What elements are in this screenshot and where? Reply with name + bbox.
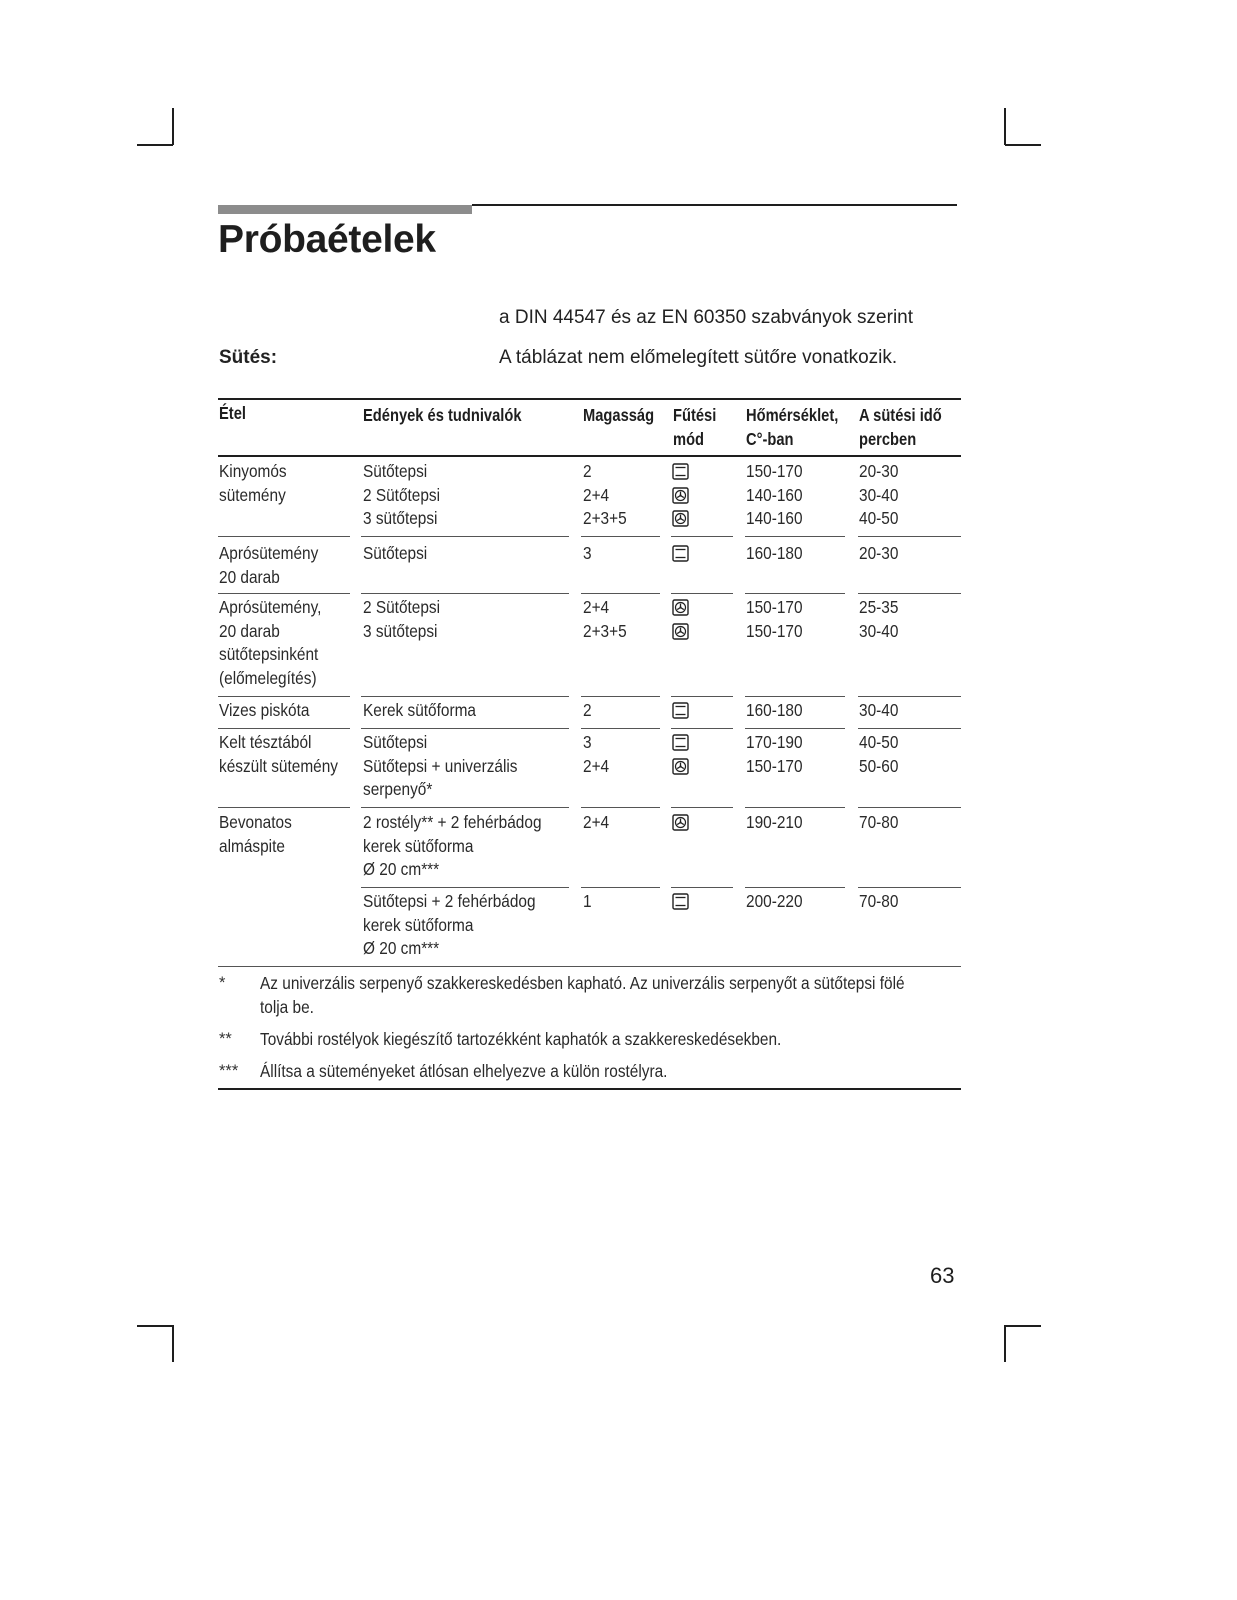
- cell-heights: 1: [583, 891, 592, 911]
- cell-vessels: 3 sütőtepsi: [363, 508, 438, 528]
- row-separator: [671, 536, 733, 537]
- top-bottom-heat-icon: [672, 702, 689, 719]
- crop-mark-top-right-v: [1004, 108, 1006, 145]
- row-separator: [858, 887, 961, 888]
- cell-vessels: Kerek sütőforma: [363, 700, 476, 720]
- cell-vessels: Sütőtepsi: [363, 543, 428, 563]
- cell-vessels: Sütőtepsi + univerzális: [363, 755, 518, 776]
- cell-temps: 160-180: [746, 700, 803, 720]
- hot-air-fan-icon: [672, 758, 689, 775]
- row-separator: [581, 887, 660, 888]
- cell-heating-mode: [672, 814, 689, 836]
- row-separator: [745, 536, 845, 537]
- cell-heating-mode: [672, 599, 689, 621]
- cell-temps: 200-220: [746, 891, 803, 911]
- cell-food: Vizes piskóta: [219, 700, 310, 720]
- cell-food: Aprósütemény,: [219, 597, 322, 617]
- page-number: 63: [930, 1263, 955, 1288]
- row-separator: [581, 593, 660, 594]
- footnote-text: Az univerzális serpenyő szakkereskedésben kapható. Az univerzális serpenyőt a sütőtepsi fölé tolja be.: [260, 973, 905, 1017]
- cell-vessels: Ø 20 cm***: [363, 859, 440, 879]
- cell-vessels: kerek sütőforma: [363, 914, 474, 935]
- row-separator: [361, 696, 569, 697]
- cell-food: Kelt tésztából: [219, 732, 312, 752]
- row-separator: [745, 593, 845, 594]
- crop-mark-bottom-left-v: [172, 1325, 174, 1362]
- crop-mark-bottom-left-h: [137, 1325, 173, 1327]
- footnote-mark: ***: [219, 1062, 239, 1080]
- cell-vessels: Sütőtepsi: [363, 461, 428, 481]
- header-temp-line2: C°-ban: [746, 429, 794, 449]
- row-separator: [858, 536, 961, 537]
- cell-times: 20-30: [859, 543, 899, 563]
- row-separator: [361, 728, 569, 729]
- cell-temps: 150-170: [746, 461, 803, 481]
- row-separator: [858, 807, 961, 808]
- crop-mark-top-left-h: [137, 144, 173, 146]
- cell-food: 20 darab: [219, 566, 280, 587]
- cell-times: 20-30: [859, 461, 899, 481]
- cell-temps: 150-170: [746, 620, 803, 641]
- title-accent-bar: [218, 205, 472, 214]
- crop-mark-top-right-h: [1005, 144, 1041, 146]
- cell-food: Bevonatos: [219, 812, 292, 832]
- table-bottom-rule: [218, 966, 961, 967]
- cell-times: 30-40: [859, 620, 899, 641]
- cell-heights: 3: [583, 543, 592, 563]
- row-separator: [361, 807, 569, 808]
- row-separator: [218, 536, 350, 537]
- cell-heights: 2+4: [583, 812, 610, 832]
- top-bottom-heat-icon: [672, 893, 689, 910]
- header-time-line2: percben: [859, 429, 917, 449]
- cell-temps: 170-190: [746, 732, 803, 752]
- cell-food: (előmelegítés): [219, 667, 317, 688]
- cell-heights: 2: [583, 700, 592, 720]
- title-rule: [472, 204, 957, 206]
- row-separator: [671, 807, 733, 808]
- cell-temps: 140-160: [746, 484, 803, 505]
- cell-times: 25-35: [859, 597, 899, 617]
- row-separator: [218, 696, 350, 697]
- cell-temps: 160-180: [746, 543, 803, 563]
- row-separator: [858, 728, 961, 729]
- row-separator: [361, 536, 569, 537]
- header-heating-line1: Fűtési: [673, 405, 717, 425]
- cell-vessels: 2 Sütőtepsi: [363, 484, 441, 505]
- cell-food: sütőtepsinként: [219, 644, 319, 664]
- row-separator: [745, 807, 845, 808]
- row-separator: [581, 696, 660, 697]
- row-separator: [218, 807, 350, 808]
- cell-food: sütemény: [219, 484, 286, 505]
- top-bottom-heat-icon: [672, 545, 689, 562]
- section-label: Sütés:: [219, 347, 278, 368]
- cell-vessels: Ø 20 cm***: [363, 938, 440, 958]
- header-bottom-rule: [218, 455, 961, 457]
- crop-mark-bottom-right-h: [1005, 1325, 1041, 1327]
- cell-heating-mode: [672, 545, 689, 567]
- cell-times: 50-60: [859, 755, 899, 776]
- cell-heating-mode: [672, 487, 689, 509]
- row-separator: [858, 593, 961, 594]
- top-bottom-heat-icon: [672, 463, 689, 480]
- cell-times: 70-80: [859, 891, 899, 911]
- cell-heating-mode: [672, 702, 689, 724]
- cell-food: készült sütemény: [219, 755, 338, 776]
- header-height: Magasság: [583, 405, 655, 425]
- cell-vessels: Sütőtepsi + 2 fehérbádog: [363, 891, 536, 911]
- cell-heating-mode: [672, 510, 689, 532]
- header-vessels: Edények és tudnivalók: [363, 405, 522, 425]
- hot-air-fan-icon: [672, 510, 689, 527]
- row-separator: [745, 728, 845, 729]
- cell-food: Aprósütemény: [219, 543, 319, 563]
- cell-vessels: 2 Sütőtepsi: [363, 597, 441, 617]
- cell-times: 70-80: [859, 812, 899, 832]
- cell-heating-mode: [672, 623, 689, 645]
- table-top-rule: [218, 398, 961, 400]
- footnote-mark: *: [219, 974, 226, 992]
- cell-times: 40-50: [859, 508, 899, 528]
- cell-temps: 190-210: [746, 812, 803, 832]
- cell-heights: 2+4: [583, 597, 610, 617]
- top-bottom-heat-icon: [672, 734, 689, 751]
- norm-reference: a DIN 44547 és az EN 60350 szabványok szerint: [499, 307, 914, 328]
- footnote-text: Állítsa a süteményeket átlósan elhelyezve a külön rostélyra.: [260, 1061, 668, 1081]
- footnote-text: További rostélyok kiegészítő tartozékként kaphatók a szakkereskedésekben.: [260, 1029, 782, 1049]
- cell-heights: 2+4: [583, 484, 610, 505]
- header-heating-line2: mód: [673, 429, 705, 449]
- hot-air-fan-icon: [672, 814, 689, 831]
- crop-mark-top-left-v: [172, 108, 174, 145]
- row-separator: [218, 728, 350, 729]
- row-separator: [581, 536, 660, 537]
- row-separator: [361, 593, 569, 594]
- row-separator: [361, 887, 569, 888]
- row-separator: [671, 696, 733, 697]
- cell-temps: 150-170: [746, 597, 803, 617]
- row-separator: [581, 807, 660, 808]
- cell-vessels: 3 sütőtepsi: [363, 620, 438, 641]
- table-note: A táblázat nem előmelegített sütőre vonatkozik.: [499, 347, 898, 368]
- cell-heating-mode: [672, 734, 689, 756]
- cell-heating-mode: [672, 463, 689, 485]
- header-food: Étel: [219, 403, 246, 423]
- cell-heating-mode: [672, 758, 689, 780]
- row-separator: [745, 696, 845, 697]
- footnote-mark: **: [219, 1030, 232, 1048]
- footnotes-bottom-rule: [218, 1088, 961, 1090]
- row-separator: [671, 593, 733, 594]
- row-separator: [671, 728, 733, 729]
- row-separator: [218, 593, 350, 594]
- cell-food: 20 darab: [219, 620, 280, 641]
- cell-food: Kinyomós: [219, 461, 287, 481]
- cell-heights: 2+3+5: [583, 508, 627, 528]
- row-separator: [858, 696, 961, 697]
- cell-times: 30-40: [859, 700, 899, 720]
- hot-air-fan-icon: [672, 487, 689, 504]
- cell-times: 30-40: [859, 484, 899, 505]
- cell-vessels: Sütőtepsi: [363, 732, 428, 752]
- cell-vessels: kerek sütőforma: [363, 835, 474, 856]
- cell-heights: 2+4: [583, 755, 610, 776]
- page-title: Próbaételek: [218, 218, 436, 261]
- cell-heights: 2: [583, 461, 592, 481]
- header-temp-line1: Hőmérséklet,: [746, 405, 839, 425]
- row-separator: [581, 728, 660, 729]
- cell-times: 40-50: [859, 732, 899, 752]
- cell-heights: 2+3+5: [583, 620, 627, 641]
- cell-food: almáspite: [219, 835, 285, 856]
- cell-temps: 140-160: [746, 508, 803, 528]
- row-separator: [745, 887, 845, 888]
- cell-temps: 150-170: [746, 755, 803, 776]
- cell-heating-mode: [672, 893, 689, 915]
- cell-vessels: serpenyő*: [363, 779, 433, 799]
- row-separator: [671, 887, 733, 888]
- crop-mark-bottom-right-v: [1004, 1325, 1006, 1362]
- hot-air-fan-icon: [672, 599, 689, 616]
- hot-air-fan-icon: [672, 623, 689, 640]
- header-time-line1: A sütési idő: [859, 405, 942, 425]
- cell-vessels: 2 rostély** + 2 fehérbádog: [363, 812, 542, 832]
- cell-heights: 3: [583, 732, 592, 752]
